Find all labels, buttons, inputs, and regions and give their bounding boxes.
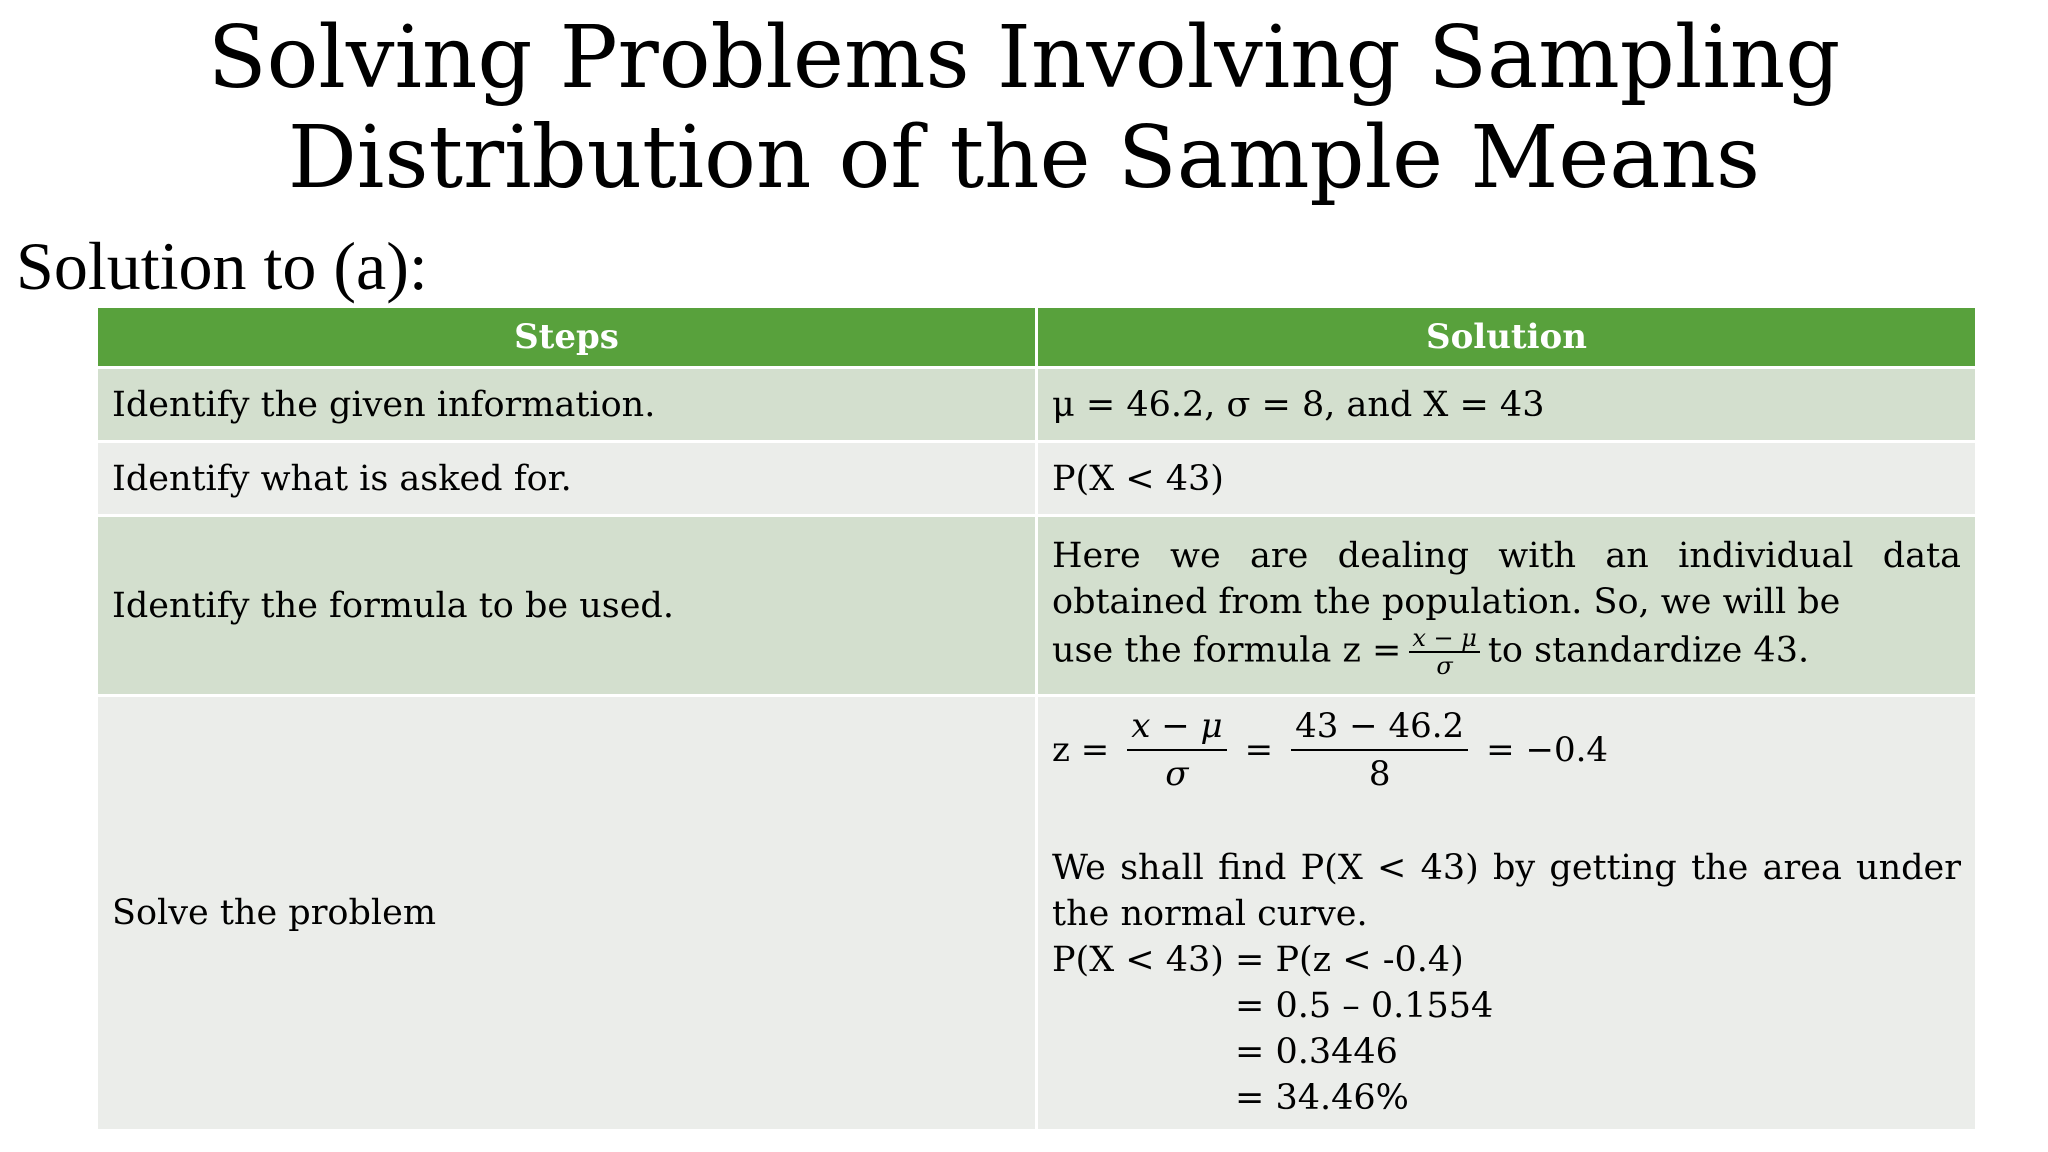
equals-sign: = bbox=[1244, 730, 1274, 770]
title-line-2: Distribution of the Sample Means bbox=[287, 108, 1761, 208]
step-cell: Identify the given information. bbox=[97, 368, 1037, 442]
table-row bbox=[97, 442, 1977, 516]
formula-explanation: Here we are dealing with an individual data obtained from the population. So, we will be bbox=[1052, 535, 1961, 622]
formula-suffix: to standardize 43. bbox=[1487, 630, 1810, 670]
z-label: z = bbox=[1052, 730, 1110, 770]
steps-solution-table bbox=[95, 305, 1978, 1132]
fraction-numerator: x − μ bbox=[1409, 625, 1480, 653]
fraction-denominator: σ bbox=[1165, 754, 1189, 794]
slide-title bbox=[0, 8, 2048, 208]
z-score-equation bbox=[1052, 695, 1961, 805]
title-line-1: Solving Problems Involving Sampling bbox=[207, 8, 1841, 108]
header-solution: Solution bbox=[1037, 307, 1977, 368]
fraction-denominator: 8 bbox=[1368, 754, 1391, 794]
z-formula-fraction bbox=[1409, 625, 1480, 679]
calc-line: = 0.3446 bbox=[1235, 1032, 1398, 1072]
formula-line bbox=[1052, 625, 1961, 679]
calculation-steps bbox=[1052, 937, 1961, 1121]
solution-cell bbox=[1037, 516, 1977, 696]
symbolic-fraction bbox=[1127, 703, 1226, 797]
solution-cell: P(X < 43) bbox=[1037, 442, 1977, 516]
step-cell: Solve the problem bbox=[97, 696, 1037, 1131]
table-header-row bbox=[97, 307, 1977, 368]
formula-prefix: use the formula z = bbox=[1052, 630, 1402, 670]
solution-subtitle: Solution to (a): bbox=[16, 228, 428, 304]
table-row bbox=[97, 696, 1977, 1131]
calc-line: = 0.5 – 0.1554 bbox=[1235, 986, 1494, 1026]
calc-line: P(X < 43) = P(z < -0.4) bbox=[1052, 940, 1464, 980]
header-steps: Steps bbox=[97, 307, 1037, 368]
step-cell: Identify what is asked for. bbox=[97, 442, 1037, 516]
step-cell: Identify the formula to be used. bbox=[97, 516, 1037, 696]
table-row bbox=[97, 516, 1977, 696]
numeric-fraction bbox=[1291, 703, 1468, 797]
calc-line: = 34.46% bbox=[1235, 1078, 1409, 1118]
fraction-numerator: x − μ bbox=[1127, 703, 1226, 751]
fraction-numerator: 43 − 46.2 bbox=[1291, 703, 1468, 751]
solution-cell: μ = 46.2, σ = 8, and X = 43 bbox=[1037, 368, 1977, 442]
table-row bbox=[97, 368, 1977, 442]
fraction-denominator: σ bbox=[1436, 651, 1453, 680]
z-result: = −0.4 bbox=[1486, 730, 1609, 770]
solve-explanation: We shall find P(X < 43) by getting the area under the normal curve. bbox=[1052, 848, 1961, 934]
solution-cell bbox=[1037, 696, 1977, 1131]
